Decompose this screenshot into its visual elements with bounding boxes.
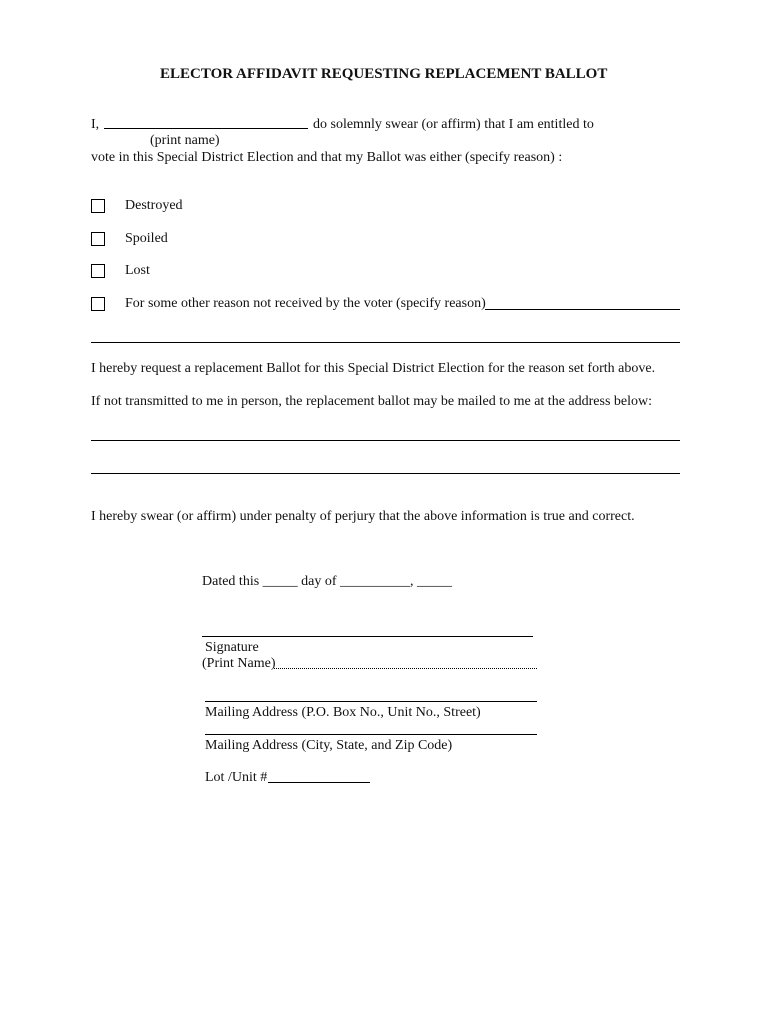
lost-checkbox[interactable]: [91, 264, 105, 278]
mailing-address-city-label: Mailing Address (City, State, and Zip Code): [205, 738, 453, 753]
oath-prefix: I,: [91, 117, 100, 132]
street-address-line[interactable]: [205, 701, 537, 702]
mail-statement: If not transmitted to me in person, the replacement ballot may be mailed to me at the address below:: [91, 394, 652, 409]
mailing-address-line-1[interactable]: [91, 440, 680, 441]
spoiled-checkbox[interactable]: [91, 232, 105, 246]
other-reason-line-2[interactable]: [91, 342, 680, 343]
oath-text: do solemnly swear (or affirm) that I am entitled to: [313, 117, 594, 132]
lost-label: Lost: [125, 263, 150, 278]
perjury-statement: I hereby swear (or affirm) under penalty of perjury that the above information is true and correct.: [91, 509, 635, 524]
print-name-label: (Print Name): [202, 656, 276, 671]
other-reason-checkbox[interactable]: [91, 297, 105, 311]
dated-line[interactable]: Dated this _____ day of __________, _____: [202, 574, 453, 589]
request-statement: I hereby request a replacement Ballot for this Special District Election for the reason set forth above.: [91, 361, 656, 376]
destroyed-label: Destroyed: [125, 198, 183, 213]
print-name-blank[interactable]: [104, 128, 308, 129]
mailing-address-street-label: Mailing Address (P.O. Box No., Unit No., Street): [205, 705, 481, 720]
spoiled-label: Spoiled: [125, 231, 168, 246]
city-address-line[interactable]: [205, 734, 537, 735]
signature-label: Signature: [205, 640, 259, 655]
signature-line[interactable]: [202, 636, 533, 637]
oath-continuation: vote in this Special District Election and that my Ballot was either (specify reason) :: [91, 150, 563, 165]
print-name-caption: (print name): [150, 133, 220, 148]
lot-unit-label: Lot /Unit #: [205, 770, 268, 785]
other-reason-blank[interactable]: [485, 309, 680, 310]
other-reason-label: For some other reason not received by the voter (specify reason): [125, 296, 486, 311]
print-name-line[interactable]: [274, 668, 537, 669]
destroyed-checkbox[interactable]: [91, 199, 105, 213]
form-title: ELECTOR AFFIDAVIT REQUESTING REPLACEMENT BALLOT: [160, 66, 608, 82]
lot-unit-line[interactable]: [268, 782, 370, 783]
mailing-address-line-2[interactable]: [91, 473, 680, 474]
